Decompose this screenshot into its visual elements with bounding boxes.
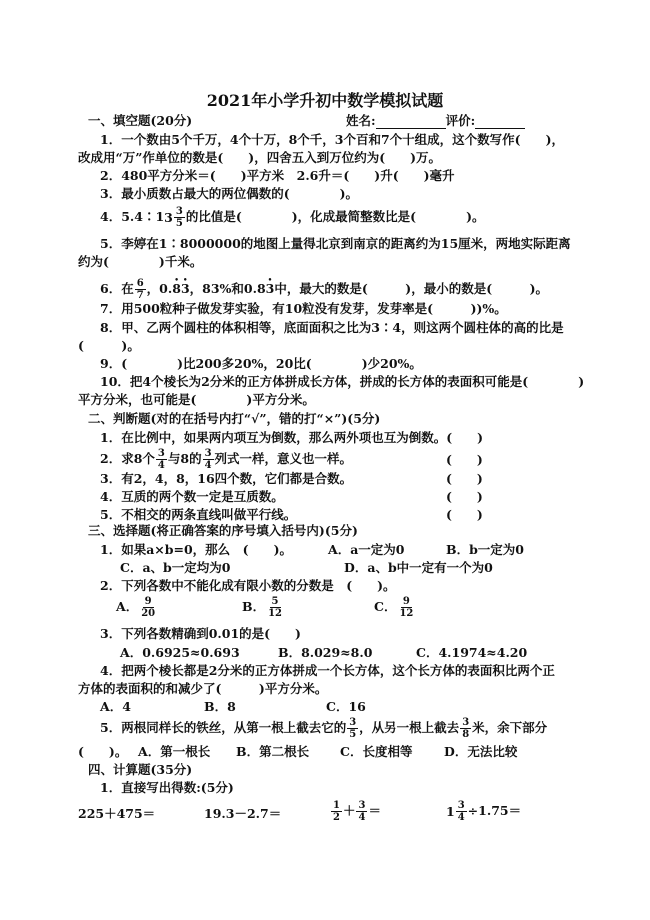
s3-q5-option-a[interactable]: A．第一根长 (138, 744, 211, 759)
calc-expr-1: 225＋475＝ (78, 806, 156, 821)
s1-q9: 9．( )比200多20%，20比( )少20%。 (100, 356, 422, 371)
calc-expr-3: $\frac{1}{2}$ ＋ $\frac{3}{4}$ ＝ (333, 800, 381, 823)
section1-heading: 一、填空题(20分) (88, 113, 193, 128)
s2-q1: 1．在比例中，如果两内项互为倒数，那么两外项也互为倒数。( ) (100, 430, 484, 445)
s2-q4: 4．互质的两个数一定是互质数。 (100, 489, 284, 504)
s4-sub1: 1．直接写出得数:(5分) (100, 780, 234, 795)
s3-q1-option-c[interactable]: C．a、b一定均为0 (120, 560, 231, 575)
s3-q1-option-a[interactable]: A．a一定为0 (328, 542, 405, 557)
page-title: 2021年小学升初中数学模拟试题 (206, 91, 444, 110)
s3-q5-option-c[interactable]: C．长度相等 (340, 744, 413, 759)
s1-q3: 3．最小质数占最大的两位偶数的( )。 (100, 186, 359, 201)
s1-q7: 7．用500粒种子做发芽实验，有10粒没有发芽，发芽率是( ))%。 (100, 301, 507, 316)
s2-q5-answer[interactable]: ( ) (446, 507, 483, 522)
s3-q4-option-c[interactable]: C．16 (326, 699, 366, 714)
s1-q1-line2: 改成用“万”作单位的数是( )，四舍五入到万位约为( )万。 (78, 150, 442, 165)
section2-heading: 二、判断题(对的在括号内打“√”，错的打“×”)(5分) (88, 411, 381, 426)
s3-q2-option-b[interactable]: B． $\frac{5}{12}$ (242, 596, 282, 619)
section3-heading: 三、选择题(将正确答案的序号填入括号内)(5分) (88, 523, 358, 538)
s3-q2-option-a[interactable]: A． $\frac{9}{20}$ (116, 596, 156, 619)
s1-q5-line2: 约为( )千米。 (78, 254, 203, 269)
s1-q4: 4．5.4∶1 3 $\frac{3}{5}$ 的比值是( )，化成最简整数比是( )。 (100, 206, 485, 229)
s1-q10-line2: 平方分米，也可能是( )平方分米。 (78, 392, 315, 407)
section4-heading: 四、计算题(35分) (88, 762, 193, 777)
s3-q4-line2: 方体的表面积的和减少了( )平方分米。 (78, 681, 328, 696)
s2-q5: 5．不相交的两条直线叫做平行线。 (100, 507, 297, 522)
s3-q5-option-d[interactable]: D．无法比较 (444, 744, 518, 759)
s3-q3-option-b[interactable]: B．8.029≈8.0 (278, 645, 373, 660)
s3-q1: 1．如果a×b=0，那么 ( )。 (100, 542, 293, 557)
s1-q8-line2: ( )。 (78, 338, 140, 353)
s3-q1-option-d[interactable]: D．a、b中一定有一个为0 (344, 560, 493, 575)
s3-q4-option-a[interactable]: A．4 (100, 699, 131, 714)
eval-blank[interactable] (475, 116, 525, 129)
name-blank[interactable] (376, 116, 446, 129)
name-label: 姓名: (346, 113, 376, 128)
s2-q2-answer[interactable]: ( ) (446, 452, 483, 467)
s1-q8-line1: 8．甲、乙两个圆柱的体积相等，底面面积之比为3∶4，则这两个圆柱体的高的比是 (100, 320, 564, 335)
s3-q1-option-b[interactable]: B．b一定为0 (446, 542, 525, 557)
s1-q5-line1: 5．李婷在1∶8000000的地图上量得北京到南京的距离约为15厘米，两地实际距离 (100, 236, 571, 251)
s3-q3-option-a[interactable]: A．0.6925≈0.693 (120, 645, 240, 660)
s3-q2: 2．下列各数中不能化成有限小数的分数是 ( )。 (100, 578, 396, 593)
calc-expr-4: 1 $\frac{3}{4}$ ÷1.75＝ (446, 800, 522, 823)
s2-q3: 3．有2，4，8，16四个数，它们都是合数。 (100, 471, 353, 486)
calc-expr-2: 19.3－2.7＝ (204, 806, 282, 821)
s1-q2: 2．480平方分米＝( )平方米 2.6升＝( )升( )毫升 (100, 168, 455, 183)
eval-label: 评价: (445, 113, 476, 128)
s3-q4-option-b[interactable]: B．8 (204, 699, 236, 714)
s3-q5-answer[interactable]: ( )。 (78, 744, 128, 759)
s3-q2-option-c[interactable]: C． $\frac{9}{12}$ (374, 596, 414, 619)
s3-q5-option-b[interactable]: B．第二根长 (236, 744, 310, 759)
s1-q6: 6．在 $\frac{6}{7}$ ，0.• 8• 3，83%和0.8• 3中，最大的数是( )，最小的数是( )。 (100, 278, 548, 301)
name-field[interactable] (346, 113, 525, 129)
s3-q3: 3．下列各数精确到0.01的是( ) (100, 626, 301, 641)
s3-q5-line1: 5．两根同样长的铁丝，从第一根上截去它的 $\frac{3}{5}$ ，从另一根上截去 $\frac{3}{8}$ 米，余下部分 (100, 717, 548, 740)
s3-q3-option-c[interactable]: C．4.1974≈4.20 (416, 645, 528, 660)
s2-q2: 2．求8个 $\frac{3}{4}$ 与8的 $\frac{3}{4}$ 列式一样，意义也一样。 (100, 448, 353, 471)
s1-q1-line1: 1．一个数由5个千万，4个十万，8个千，3个百和7个十组成，这个数写作( )， (100, 132, 565, 147)
s2-q3-answer[interactable]: ( ) (446, 471, 483, 486)
s1-q10-line1: 10．把4个棱长为2分米的正方体拼成长方体，拼成的长方体的表面积可能是( ) (100, 374, 585, 389)
s3-q4-line1: 4．把两个棱长都是2分米的正方体拼成一个长方体，这个长方体的表面积比两个正 (100, 663, 555, 678)
s2-q4-answer[interactable]: ( ) (446, 489, 483, 504)
